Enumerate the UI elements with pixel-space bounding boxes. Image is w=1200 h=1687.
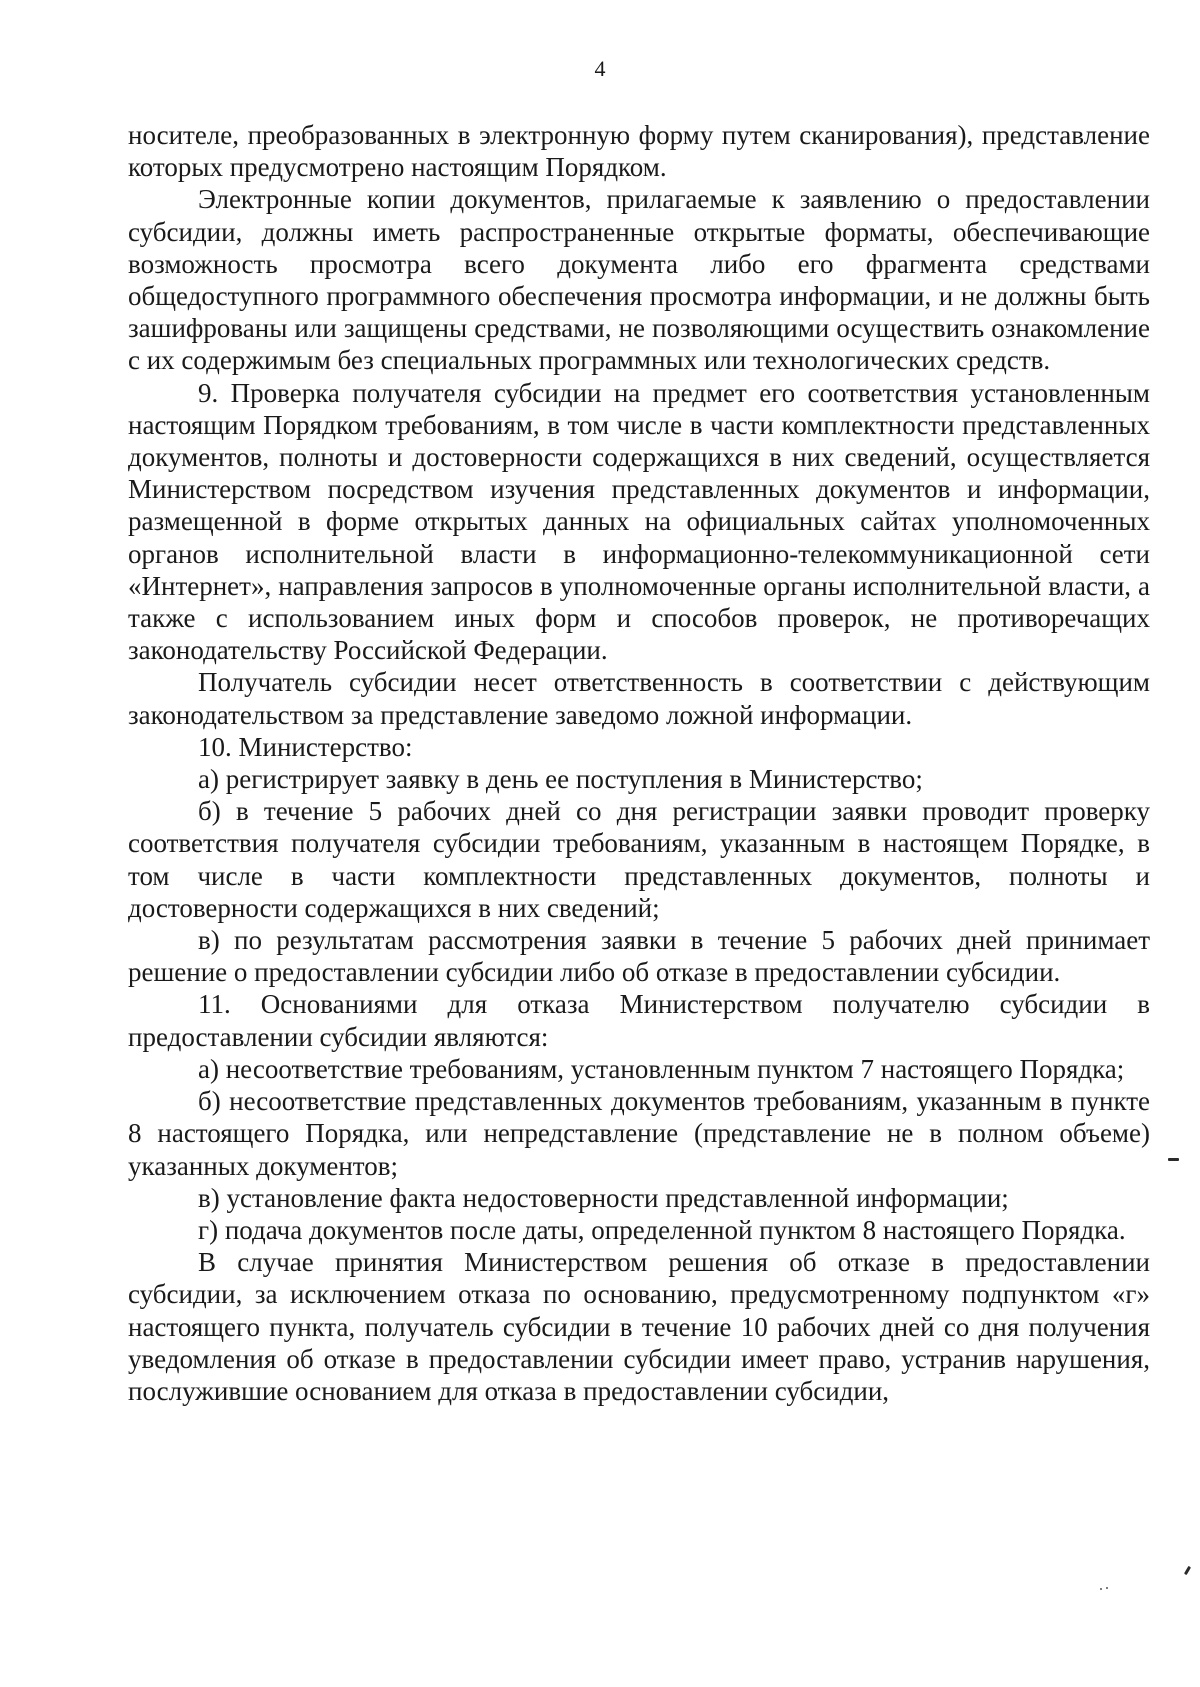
scan-margin-mark: [1168, 1158, 1179, 1161]
paragraph-clause-10-b: б) в течение 5 рабочих дней со дня регистрации заявки проводит проверку соответствия получателя субсидии требованиям, указанным в настоящем Порядке, в том числе в части комплектности представленных документов, полноты и достоверности содержащихся в них сведений;: [128, 796, 1150, 923]
document-body: [128, 119, 1150, 1407]
scan-speck: [1106, 1587, 1108, 1589]
paragraph-clause-11-a: а) несоответствие требованиям, установленным пунктом 7 настоящего Порядка;: [198, 1053, 1125, 1084]
page-number: 4: [594, 56, 606, 81]
paragraph-scanning-continuation: носителе, преобразованных в электронную форму путем сканирования), представление которых предусмотрено настоящим Порядком.: [128, 120, 1150, 183]
paragraph-electronic-copies: Электронные копии документов, прилагаемые к заявлению о предоставлении субсидии, должны иметь распространенные открытые форматы, обеспечивающие возможность просмотра всего документа либо его фрагмента средствами общедоступного программного обеспечения просмотра информации, и не должны быть зашифрованы или защищены средствами, не позволяющими осуществить ознакомление с их содержимым без специальных программных или технологических средств.: [128, 184, 1150, 376]
paragraph-clause-10-a: а) регистрирует заявку в день ее поступления в Министерство;: [198, 764, 923, 795]
paragraph-clause-11-b: б) несоответствие представленных документов требованиям, указанным в пункте 8 настоящего Порядка, или непредставление (представление не в полном объеме) указанных документов;: [128, 1086, 1150, 1181]
paragraph-clause-11-c: в) установление факта недостоверности представленной информации;: [198, 1182, 1009, 1213]
scan-margin-tick: [1184, 1566, 1191, 1575]
paragraph-clause-11-d: г) подача документов после даты, определенной пунктом 8 настоящего Порядка.: [198, 1214, 1126, 1245]
paragraph-recipient-responsibility: Получатель субсидии несет ответственность в соответствии с действующим законодательством за представление заведомо ложной информации.: [128, 667, 1150, 730]
paragraph-clause-9-verification: 9. Проверка получателя субсидии на предмет его соответствия установленным настоящим Порядком требованиям, в том числе в части комплектности представленных документов, полноты и достоверности содержащихся в них сведений, осуществляется Министерством посредством изучения представленных документов и информации, размещенной в форме открытых данных на официальных сайтах уполномоченных органов исполнительной власти в информационно-телекоммуникационной сети «Интернет», направления запросов в уполномоченные органы исполнительной власти, а также с использованием иных форм и способов проверок, не противоречащих законодательству Российской Федерации.: [128, 377, 1150, 666]
paragraph-clause-11-heading: 11. Основаниями для отказа Министерством получателю субсидии в предоставлении субсидии являются:: [128, 989, 1150, 1052]
paragraph-refusal-case: В случае принятия Министерством решения об отказе в предоставлении субсидии, за исключением отказа по основанию, предусмотренному подпунктом «г» настоящего пункта, получатель субсидии в течение 10 рабочих дней со дня получения уведомления об отказе в предоставлении субсидии имеет право, устранив нарушения, послужившие основанием для отказа в предоставлении субсидии,: [128, 1247, 1150, 1406]
paragraph-clause-10-heading: 10. Министерство:: [198, 731, 413, 762]
paragraph-clause-10-c: в) по результатам рассмотрения заявки в течение 5 рабочих дней принимает решение о предоставлении субсидии либо об отказе в предоставлении субсидии.: [128, 925, 1150, 988]
scan-speck: [1100, 1588, 1102, 1590]
